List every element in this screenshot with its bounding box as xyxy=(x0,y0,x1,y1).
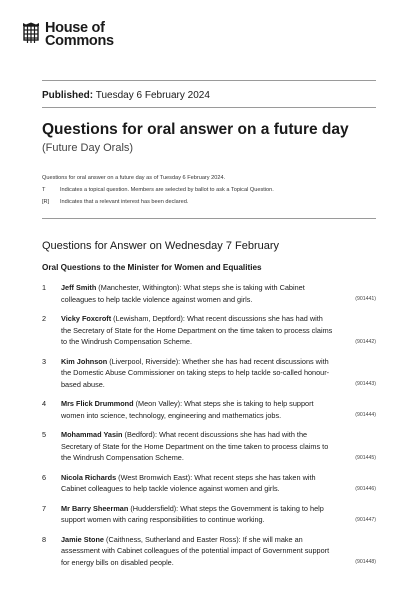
question-item xyxy=(42,313,376,348)
question-body: (Bedford): What recent discussions she has had with the Secretary of State for the Home Department on the time taken to process claims to the Windrush Compensation Scheme. xyxy=(61,430,329,462)
question-item xyxy=(42,429,376,464)
question-text xyxy=(61,313,333,348)
question-text xyxy=(61,534,333,569)
question-reference: (901448) xyxy=(355,559,376,565)
question-reference: (901441) xyxy=(355,296,376,302)
published-line xyxy=(42,90,210,101)
question-reference: (901445) xyxy=(355,454,376,461)
minister-heading: Oral Questions to the Minister for Women and Equalities xyxy=(42,263,262,272)
question-body: (Meon Valley): What steps she is taking to help support women into science, technology, engineering and mathematics jobs. xyxy=(61,399,314,420)
member-name: Jamie Stone xyxy=(61,534,104,544)
question-reference: (901446) xyxy=(355,485,376,492)
page-title: Questions for oral answer on a future day xyxy=(42,121,349,138)
question-body: (Lewisham, Deptford): What recent discussions she has had with the Secretary of State for the Home Department on the time taken to process claims to the Windrush Compensation Scheme. xyxy=(61,314,333,346)
section-heading: Questions for Answer on Wednesday 7 February xyxy=(42,240,280,252)
member-name: Vicky Foxcroft xyxy=(61,314,112,323)
question-number: 4 xyxy=(42,399,47,408)
legend-row-interest xyxy=(42,196,274,208)
question-body: (Liverpool, Riverside): Whether she has had recent discussions with the Domestic Abuse Commissioner on taking steps to help tackle so-called honour-based abuse. xyxy=(61,356,330,389)
divider-section xyxy=(42,218,376,219)
divider-top xyxy=(42,80,376,81)
question-number: 8 xyxy=(42,534,47,544)
question-item xyxy=(42,282,376,305)
logo-wordmark xyxy=(45,22,114,48)
question-number: 1 xyxy=(42,283,47,292)
member-name: Mrs Flick Drummond xyxy=(61,399,134,408)
question-number: 7 xyxy=(42,503,47,513)
legend-key: T xyxy=(42,187,46,193)
question-item xyxy=(42,534,376,569)
question-body: (Manchester, Withington): What steps she is taking with Cabinet colleagues to help tackle violence against women and girls. xyxy=(61,283,305,304)
published-label: Published: xyxy=(42,90,94,101)
question-number: 2 xyxy=(42,314,47,323)
member-name: Jeff Smith xyxy=(61,283,97,292)
page-subtitle: (Future Day Orals) xyxy=(42,142,134,154)
question-text xyxy=(61,282,333,305)
question-reference: (901444) xyxy=(355,412,376,418)
legend-text: Indicates a topical question. Members are selected by ballot to ask a Topical Question. xyxy=(60,187,274,193)
intro-line: Questions for oral answer on a future day as of Tuesday 6 February 2024. xyxy=(42,175,226,181)
portcullis-icon xyxy=(21,22,41,44)
question-text xyxy=(61,356,333,391)
question-body: (Huddersfield): What steps the Government is taking to help support women with caring responsibilities to continue working. xyxy=(61,503,324,524)
question-number: 5 xyxy=(42,430,47,439)
question-reference: (901442) xyxy=(355,338,376,345)
member-name: Mr Barry Sheerman xyxy=(61,503,129,513)
logo-line-1: House of xyxy=(45,20,105,36)
intro-block xyxy=(42,172,274,208)
legend-text: Indicates that a relevant interest has been declared. xyxy=(60,199,189,205)
question-body: (Caithness, Sutherland and Easter Ross): If she will make an assessment with Cabinet colleagues of the potential impact of Government support for energy bills on disabled people. xyxy=(61,534,330,567)
questions-list xyxy=(42,282,376,576)
member-name: Nicola Richards xyxy=(61,472,117,482)
question-text xyxy=(61,398,333,421)
question-text xyxy=(61,503,333,526)
house-of-commons-logo xyxy=(21,22,114,48)
member-name: Mohammad Yasin xyxy=(61,430,123,439)
question-reference: (901443) xyxy=(355,381,376,387)
question-reference: (901447) xyxy=(355,516,376,523)
question-body: (West Bromwich East): What recent steps she has taken with Cabinet colleagues to help tackle violence against women and girls. xyxy=(61,472,316,493)
logo-line-2: Commons xyxy=(45,33,114,49)
member-name: Kim Johnson xyxy=(61,356,108,366)
question-item xyxy=(42,356,376,391)
legend-key: [R] xyxy=(42,199,50,205)
question-item xyxy=(42,472,376,495)
question-item xyxy=(42,503,376,526)
published-date: Tuesday 6 February 2024 xyxy=(95,90,210,101)
question-text xyxy=(61,472,333,495)
question-number: 3 xyxy=(42,356,47,366)
legend-row-topical xyxy=(42,184,274,196)
divider-published xyxy=(42,107,376,108)
question-number: 6 xyxy=(42,472,47,482)
question-item xyxy=(42,398,376,421)
question-text xyxy=(61,429,333,464)
